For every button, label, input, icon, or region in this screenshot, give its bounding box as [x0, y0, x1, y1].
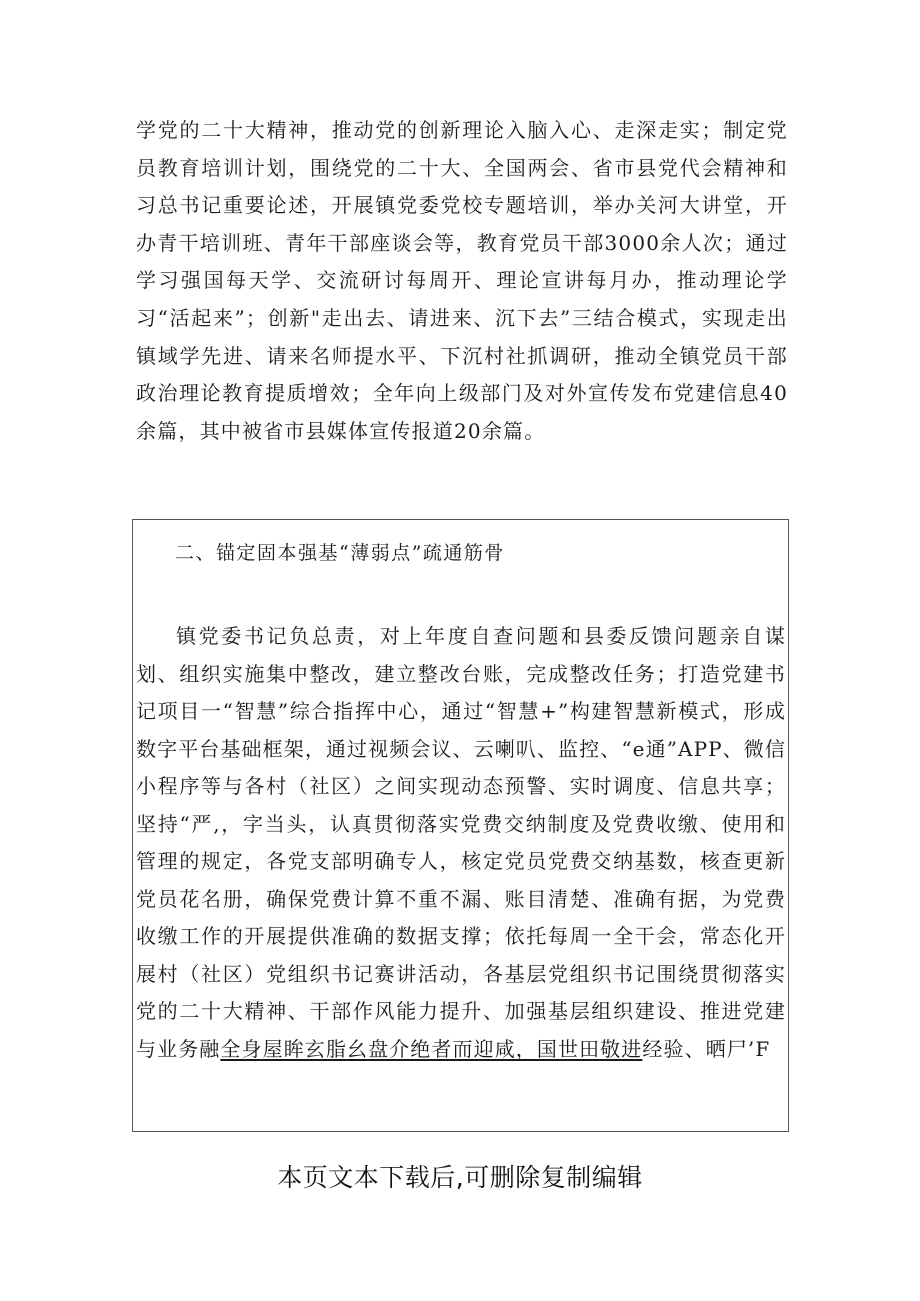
bordered-section-box — [132, 519, 789, 1132]
section-heading: 二、锚定固本强基“薄弱点”疏通筋骨 — [175, 542, 505, 564]
intro-paragraph: 学党的二十大精神，推动党的创新理论入脑入心、走深走实；制定党员教育培训计划，围绕党的二十大、全国两会、省市县党代会精神和习总书记重要论述，开展镇党委党校专题培训，举办关河大讲堂，开办青干培训班、青年干部座谈会等，教育党员干部3000余人次；通过学习强国每天学、交流研讨每周开、理论宣讲每月办，推动理论学习“活起来”；创新"走出去、请进来、沉下去”三结合模式，实现走出镇域学先进、请来名师提水平、下沉村社抓调研，推动全镇党员干部政治理论教育提质增效；全年向上级部门及对外宣传发布党建信息40余篇，其中被省市县媒体宣传报道20余篇。 — [136, 118, 788, 443]
section-body-paragraph — [136, 618, 786, 1068]
section-body-underlined-text: 全身屋眸玄脂幺盘介绝者而迎咸，国世田敬进 — [220, 1036, 643, 1061]
download-edit-note: 本页文本下载后,可删除复制编辑 — [277, 1163, 643, 1192]
section-body-main-text: 镇党委书记负总责，对上年度自查问题和县委反馈问题亲自谋划、组织实施集中整改，建立整改台账，完成整改任务；打造党建书记项目一“智慧”综合指挥中心，通过“智慧+”构建智慧新模式，形成数字平台基础框架，通过视频会议、云喇叭、监控、“e通”APP、微信小程序等与各村（社区）之间实现动态预警、实时调度、信息共享；坚持“严,，字当头，认真贯彻落实党费交纳制度及党费收缴、使用和管理的规定，各党支部明确专人，核定党员党费交纳基数，核查更新党员花名册，确保党费计算不重不漏、账目清楚、准确有据，为党费收缴工作的开展提供准确的数据支撑；依托每周一全干会，常态化开展村（社区）党组织书记赛讲活动，各基层党组织书记围绕贯彻落实党的二十大精神、干部作风能力提升、加强基层组织建设、推进党建与业务融 — [136, 624, 786, 1061]
section-body-tail-text: 经验、晒尸’F — [642, 1036, 771, 1061]
